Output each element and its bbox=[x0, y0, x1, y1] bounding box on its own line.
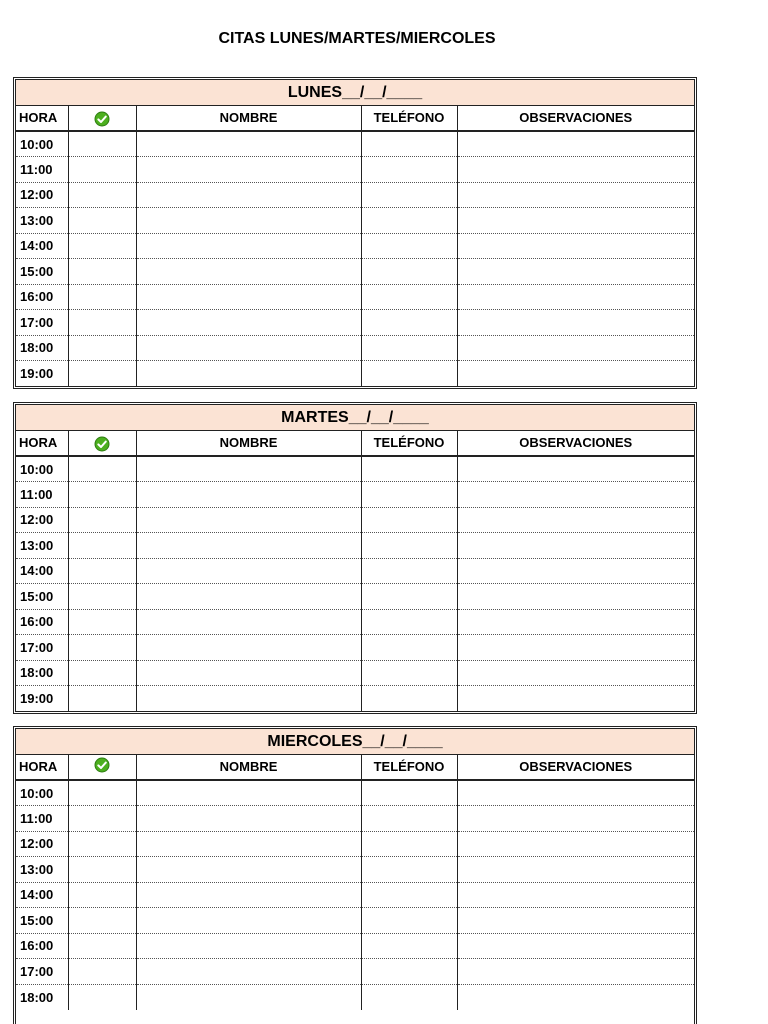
table-row bbox=[16, 310, 694, 336]
check-cell[interactable] bbox=[68, 284, 136, 310]
observaciones-cell[interactable] bbox=[457, 584, 694, 610]
hour-cell: 10:00 bbox=[16, 131, 68, 157]
observaciones-cell[interactable] bbox=[457, 361, 694, 387]
telefono-cell[interactable] bbox=[361, 933, 457, 959]
observaciones-cell[interactable] bbox=[457, 908, 694, 934]
column-header-check bbox=[68, 106, 136, 131]
observaciones-cell[interactable] bbox=[457, 233, 694, 259]
table-row bbox=[16, 660, 694, 686]
telefono-cell[interactable] bbox=[361, 208, 457, 234]
observaciones-cell[interactable] bbox=[457, 780, 694, 806]
check-cell[interactable] bbox=[68, 959, 136, 985]
telefono-cell[interactable] bbox=[361, 584, 457, 610]
table-row bbox=[16, 335, 694, 361]
appointments-table bbox=[16, 106, 694, 386]
check-cell[interactable] bbox=[68, 857, 136, 883]
hour-cell: 14:00 bbox=[16, 233, 68, 259]
table-row bbox=[16, 558, 694, 584]
table-row bbox=[16, 686, 694, 712]
observaciones-cell[interactable] bbox=[457, 882, 694, 908]
column-header-observaciones: OBSERVACIONES bbox=[457, 106, 694, 131]
telefono-cell[interactable] bbox=[361, 335, 457, 361]
observaciones-cell[interactable] bbox=[457, 482, 694, 508]
check-cell[interactable] bbox=[68, 806, 136, 832]
table-row bbox=[16, 908, 694, 934]
nombre-cell[interactable] bbox=[136, 857, 361, 883]
hour-cell: 18:00 bbox=[16, 660, 68, 686]
telefono-cell[interactable] bbox=[361, 558, 457, 584]
check-cell[interactable] bbox=[68, 482, 136, 508]
column-header-nombre: NOMBRE bbox=[136, 106, 361, 131]
telefono-cell[interactable] bbox=[361, 456, 457, 482]
observaciones-cell[interactable] bbox=[457, 660, 694, 686]
observaciones-cell[interactable] bbox=[457, 959, 694, 985]
telefono-cell[interactable] bbox=[361, 482, 457, 508]
nombre-cell[interactable] bbox=[136, 558, 361, 584]
hour-cell: 12:00 bbox=[16, 182, 68, 208]
hour-cell: 11:00 bbox=[16, 482, 68, 508]
nombre-cell[interactable] bbox=[136, 131, 361, 157]
check-circle-icon bbox=[94, 436, 110, 452]
hour-cell: 15:00 bbox=[16, 584, 68, 610]
nombre-cell[interactable] bbox=[136, 984, 361, 1010]
nombre-cell[interactable] bbox=[136, 584, 361, 610]
column-header-observaciones: OBSERVACIONES bbox=[457, 431, 694, 456]
observaciones-cell[interactable] bbox=[457, 456, 694, 482]
check-cell[interactable] bbox=[68, 335, 136, 361]
telefono-cell[interactable] bbox=[361, 609, 457, 635]
appointments-table bbox=[16, 431, 694, 711]
observaciones-cell[interactable] bbox=[457, 558, 694, 584]
telefono-cell[interactable] bbox=[361, 780, 457, 806]
hour-cell: 10:00 bbox=[16, 780, 68, 806]
hour-cell: 16:00 bbox=[16, 609, 68, 635]
table-row bbox=[16, 456, 694, 482]
hour-cell: 18:00 bbox=[16, 335, 68, 361]
check-cell[interactable] bbox=[68, 182, 136, 208]
telefono-cell[interactable] bbox=[361, 908, 457, 934]
column-header-telefono: TELÉFONO bbox=[361, 106, 457, 131]
check-cell[interactable] bbox=[68, 660, 136, 686]
hour-cell: 14:00 bbox=[16, 882, 68, 908]
table-row bbox=[16, 284, 694, 310]
nombre-cell[interactable] bbox=[136, 635, 361, 661]
observaciones-cell[interactable] bbox=[457, 310, 694, 336]
hour-cell: 18:00 bbox=[16, 984, 68, 1010]
nombre-cell[interactable] bbox=[136, 660, 361, 686]
check-circle-icon bbox=[94, 111, 110, 127]
check-cell[interactable] bbox=[68, 533, 136, 559]
nombre-cell[interactable] bbox=[136, 310, 361, 336]
telefono-cell[interactable] bbox=[361, 182, 457, 208]
hour-cell: 17:00 bbox=[16, 310, 68, 336]
telefono-cell[interactable] bbox=[361, 635, 457, 661]
check-cell[interactable] bbox=[68, 584, 136, 610]
schedule-miercoles bbox=[13, 726, 697, 1024]
check-cell[interactable] bbox=[68, 984, 136, 1010]
nombre-cell[interactable] bbox=[136, 780, 361, 806]
day-header: MARTES__/__/____ bbox=[16, 405, 694, 431]
table-row bbox=[16, 857, 694, 883]
table-row bbox=[16, 208, 694, 234]
table-row bbox=[16, 157, 694, 183]
observaciones-cell[interactable] bbox=[457, 806, 694, 832]
nombre-cell[interactable] bbox=[136, 157, 361, 183]
check-cell[interactable] bbox=[68, 933, 136, 959]
telefono-cell[interactable] bbox=[361, 533, 457, 559]
table-row bbox=[16, 131, 694, 157]
telefono-cell[interactable] bbox=[361, 831, 457, 857]
check-cell[interactable] bbox=[68, 259, 136, 285]
hour-cell: 10:00 bbox=[16, 456, 68, 482]
observaciones-cell[interactable] bbox=[457, 507, 694, 533]
observaciones-cell[interactable] bbox=[457, 533, 694, 559]
nombre-cell[interactable] bbox=[136, 609, 361, 635]
telefono-cell[interactable] bbox=[361, 507, 457, 533]
page-title: CITAS LUNES/MARTES/MIERCOLES bbox=[218, 30, 496, 47]
hour-cell: 13:00 bbox=[16, 857, 68, 883]
schedule-lunes bbox=[13, 77, 697, 389]
column-header-telefono: TELÉFONO bbox=[361, 431, 457, 456]
check-cell[interactable] bbox=[68, 908, 136, 934]
table-row bbox=[16, 507, 694, 533]
column-header-check bbox=[68, 755, 136, 780]
hour-cell: 15:00 bbox=[16, 908, 68, 934]
hour-cell: 12:00 bbox=[16, 831, 68, 857]
observaciones-cell[interactable] bbox=[457, 259, 694, 285]
observaciones-cell[interactable] bbox=[457, 686, 694, 712]
observaciones-cell[interactable] bbox=[457, 984, 694, 1010]
nombre-cell[interactable] bbox=[136, 456, 361, 482]
nombre-cell[interactable] bbox=[136, 831, 361, 857]
hour-cell: 11:00 bbox=[16, 157, 68, 183]
nombre-cell[interactable] bbox=[136, 806, 361, 832]
table-row bbox=[16, 635, 694, 661]
check-circle-icon bbox=[94, 757, 110, 773]
hour-cell: 12:00 bbox=[16, 507, 68, 533]
hour-cell: 17:00 bbox=[16, 959, 68, 985]
nombre-cell[interactable] bbox=[136, 233, 361, 259]
hour-cell: 16:00 bbox=[16, 933, 68, 959]
observaciones-cell[interactable] bbox=[457, 335, 694, 361]
nombre-cell[interactable] bbox=[136, 284, 361, 310]
nombre-cell[interactable] bbox=[136, 182, 361, 208]
table-row bbox=[16, 831, 694, 857]
hour-cell: 13:00 bbox=[16, 208, 68, 234]
nombre-cell[interactable] bbox=[136, 686, 361, 712]
column-header-hora: HORA bbox=[16, 755, 68, 780]
telefono-cell[interactable] bbox=[361, 284, 457, 310]
telefono-cell[interactable] bbox=[361, 157, 457, 183]
telefono-cell[interactable] bbox=[361, 259, 457, 285]
table-row bbox=[16, 806, 694, 832]
check-cell[interactable] bbox=[68, 558, 136, 584]
hour-cell: 19:00 bbox=[16, 361, 68, 387]
day-header: MIERCOLES__/__/____ bbox=[16, 729, 694, 755]
telefono-cell[interactable] bbox=[361, 806, 457, 832]
observaciones-cell[interactable] bbox=[457, 157, 694, 183]
telefono-cell[interactable] bbox=[361, 959, 457, 985]
nombre-cell[interactable] bbox=[136, 361, 361, 387]
check-cell[interactable] bbox=[68, 310, 136, 336]
hour-cell: 15:00 bbox=[16, 259, 68, 285]
nombre-cell[interactable] bbox=[136, 482, 361, 508]
hour-cell: 16:00 bbox=[16, 284, 68, 310]
column-header-observaciones: OBSERVACIONES bbox=[457, 755, 694, 780]
check-cell[interactable] bbox=[68, 157, 136, 183]
table-row bbox=[16, 259, 694, 285]
column-header-hora: HORA bbox=[16, 106, 68, 131]
table-row bbox=[16, 984, 694, 1010]
column-header-telefono: TELÉFONO bbox=[361, 755, 457, 780]
nombre-cell[interactable] bbox=[136, 882, 361, 908]
observaciones-cell[interactable] bbox=[457, 857, 694, 883]
table-row bbox=[16, 959, 694, 985]
telefono-cell[interactable] bbox=[361, 857, 457, 883]
observaciones-cell[interactable] bbox=[457, 831, 694, 857]
nombre-cell[interactable] bbox=[136, 933, 361, 959]
column-header-nombre: NOMBRE bbox=[136, 755, 361, 780]
column-header-nombre: NOMBRE bbox=[136, 431, 361, 456]
check-cell[interactable] bbox=[68, 507, 136, 533]
telefono-cell[interactable] bbox=[361, 131, 457, 157]
telefono-cell[interactable] bbox=[361, 233, 457, 259]
nombre-cell[interactable] bbox=[136, 259, 361, 285]
observaciones-cell[interactable] bbox=[457, 609, 694, 635]
hour-cell: 14:00 bbox=[16, 558, 68, 584]
check-cell[interactable] bbox=[68, 233, 136, 259]
observaciones-cell[interactable] bbox=[457, 208, 694, 234]
table-row bbox=[16, 233, 694, 259]
nombre-cell[interactable] bbox=[136, 533, 361, 559]
observaciones-cell[interactable] bbox=[457, 284, 694, 310]
hour-cell: 19:00 bbox=[16, 686, 68, 712]
observaciones-cell[interactable] bbox=[457, 182, 694, 208]
observaciones-cell[interactable] bbox=[457, 933, 694, 959]
observaciones-cell[interactable] bbox=[457, 635, 694, 661]
check-cell[interactable] bbox=[68, 456, 136, 482]
check-cell[interactable] bbox=[68, 609, 136, 635]
check-cell[interactable] bbox=[68, 208, 136, 234]
nombre-cell[interactable] bbox=[136, 959, 361, 985]
table-row bbox=[16, 609, 694, 635]
telefono-cell[interactable] bbox=[361, 361, 457, 387]
nombre-cell[interactable] bbox=[136, 335, 361, 361]
table-row bbox=[16, 482, 694, 508]
column-header-check bbox=[68, 431, 136, 456]
telefono-cell[interactable] bbox=[361, 310, 457, 336]
check-cell[interactable] bbox=[68, 635, 136, 661]
nombre-cell[interactable] bbox=[136, 507, 361, 533]
hour-cell: 11:00 bbox=[16, 806, 68, 832]
check-cell[interactable] bbox=[68, 131, 136, 157]
table-row bbox=[16, 882, 694, 908]
table-row bbox=[16, 780, 694, 806]
check-cell[interactable] bbox=[68, 361, 136, 387]
observaciones-cell[interactable] bbox=[457, 131, 694, 157]
check-cell[interactable] bbox=[68, 882, 136, 908]
telefono-cell[interactable] bbox=[361, 984, 457, 1010]
schedule-martes bbox=[13, 402, 697, 714]
check-cell[interactable] bbox=[68, 686, 136, 712]
table-row bbox=[16, 584, 694, 610]
column-header-hora: HORA bbox=[16, 431, 68, 456]
nombre-cell[interactable] bbox=[136, 208, 361, 234]
table-row bbox=[16, 361, 694, 387]
day-header: LUNES__/__/____ bbox=[16, 80, 694, 106]
nombre-cell[interactable] bbox=[136, 908, 361, 934]
table-row bbox=[16, 933, 694, 959]
hour-cell: 17:00 bbox=[16, 635, 68, 661]
telefono-cell[interactable] bbox=[361, 882, 457, 908]
table-row bbox=[16, 533, 694, 559]
appointments-table bbox=[16, 755, 694, 1010]
telefono-cell[interactable] bbox=[361, 686, 457, 712]
check-cell[interactable] bbox=[68, 780, 136, 806]
hour-cell: 13:00 bbox=[16, 533, 68, 559]
telefono-cell[interactable] bbox=[361, 660, 457, 686]
check-cell[interactable] bbox=[68, 831, 136, 857]
table-row bbox=[16, 182, 694, 208]
